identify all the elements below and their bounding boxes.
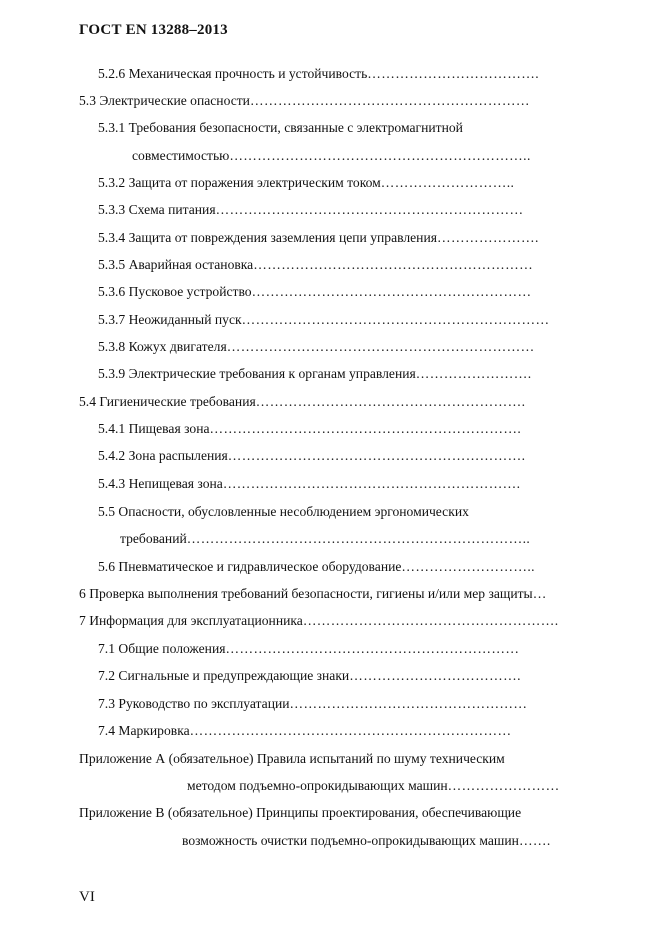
toc-entry: методом подъемно-опрокидывающих машин…………………… (187, 778, 560, 793)
toc-entry: 5.3.6 Пусковое устройство…………………………………………………… (98, 284, 532, 299)
toc-entry: Приложение В (обязательное) Принципы проектирования, обеспечивающие (79, 805, 522, 820)
page-number: VI (79, 889, 95, 905)
toc-entry: 7.2 Сигнальные и предупреждающие знаки………………………………. (98, 668, 521, 683)
toc-entry: 7.3 Руководство по эксплуатации…………………………………………… (98, 696, 528, 711)
toc-entry: 5.3.1 Требования безопасности, связанные с электромагнитной (98, 120, 463, 135)
toc-entry: 5.3.8 Кожух двигателя………………………………………………………… (98, 339, 535, 354)
toc-entry: 7.1 Общие положения……………………………………………………… (98, 641, 520, 656)
toc-entry: 5.3 Электрические опасности…………………………………………………… (79, 93, 530, 108)
toc-entry: совместимостью……………………………………………………….. (132, 148, 531, 163)
toc-entry: 5.3.5 Аварийная остановка…………………………………………………… (98, 257, 534, 272)
toc-entry: 5.3.7 Неожиданный пуск………………………………………………………… (98, 312, 550, 327)
toc-entry: 5.6 Пневматическое и гидравлическое оборудование……………………….. (98, 559, 535, 574)
toc-entry: 7.4 Маркировка…………………………………………………………… (98, 723, 512, 738)
toc-entry: 5.4 Гигиенические требования…………………………………………………. (79, 394, 526, 409)
toc-entry: 5.4.2 Зона распыления………………………………………………………. (98, 448, 526, 463)
toc-entry: Приложение А (обязательное) Правила испытаний по шуму техническим (79, 751, 505, 766)
toc-entry: 5.4.1 Пищевая зона…………………………………………………………. (98, 421, 522, 436)
toc-entry: возможность очистки подъемно-опрокидывающих машин……. (182, 833, 551, 848)
toc-entry: требований……………………………………………………………….. (120, 531, 531, 546)
toc-entry: 5.3.2 Защита от поражения электрическим током……………………….. (98, 175, 515, 190)
toc-entry: 5.4.3 Непищевая зона………………………………………………………. (98, 476, 521, 491)
toc-entry: 5.2.6 Механическая прочность и устойчивость………………………………. (98, 66, 540, 81)
document-header: ГОСТ EN 13288–2013 (79, 22, 228, 38)
toc-entry: 5.3.9 Электрические требования к органам управления……………………. (98, 366, 532, 381)
toc-entry: 7 Информация для эксплуатационника………………………………………………. (79, 613, 559, 628)
toc-entry: 6 Проверка выполнения требований безопасности, гигиены и/или мер защиты… (79, 586, 547, 601)
toc-entry: 5.3.4 Защита от повреждения заземления цепи управления…………………. (98, 230, 539, 245)
toc-entry: 5.5 Опасности, обусловленные несоблюдением эргономических (98, 504, 469, 519)
toc-entry: 5.3.3 Схема питания………………………………………………………… (98, 202, 524, 217)
